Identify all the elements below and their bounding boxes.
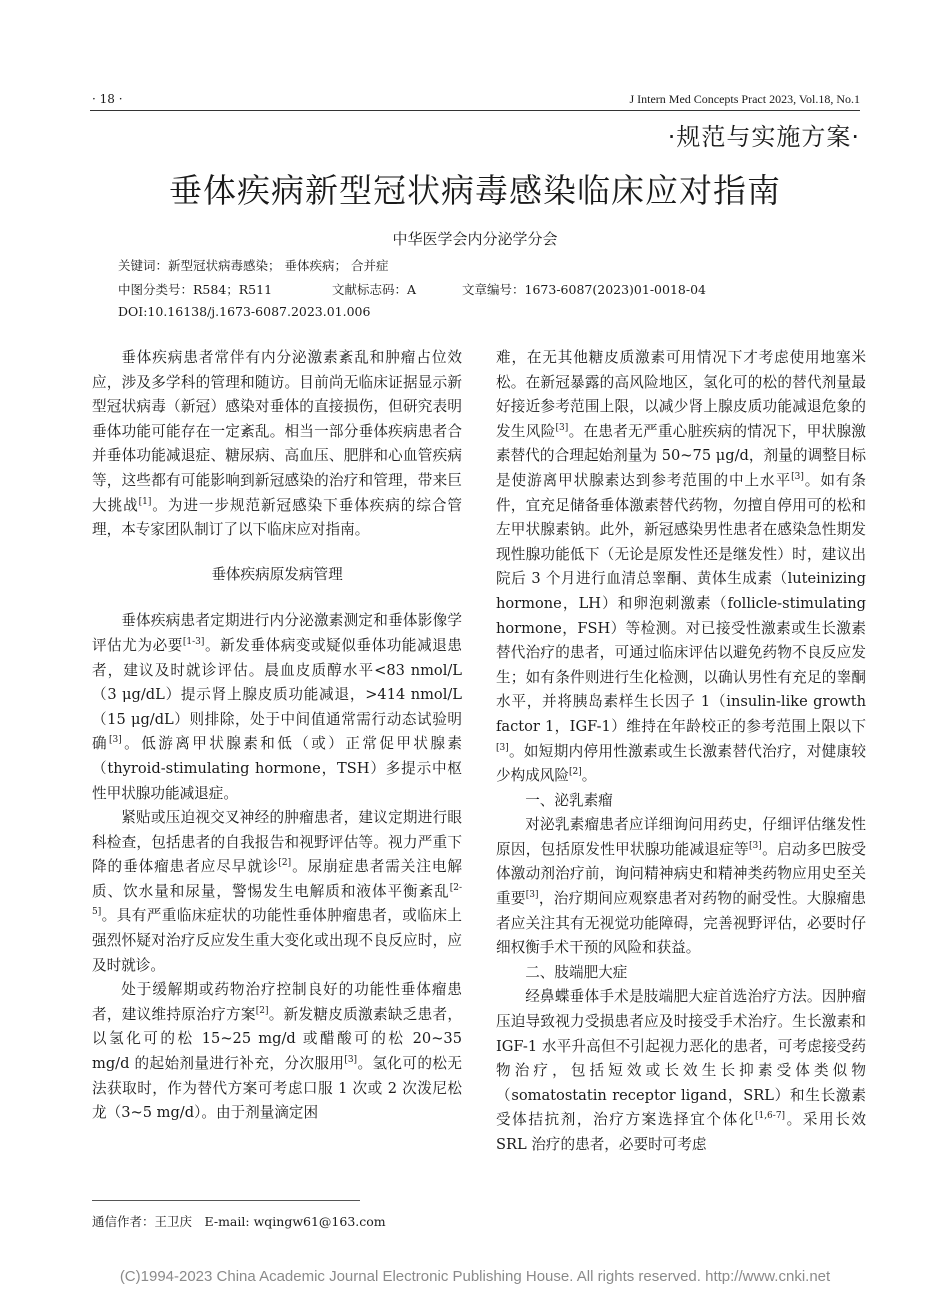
journal-citation: J Intern Med Concepts Pract 2023, Vol.18, No.1: [629, 92, 860, 106]
paragraph-tumor: 紧贴或压迫视交叉神经的肿瘤患者，建议定期进行眼科检查，包括患者的自我报告和视野评估等。视力严重下降的垂体瘤患者应尽早就诊[2]。尿崩症患者需关注电解质、饮水量和尿量，警惕发生电解质和液体平衡紊乱[2-5]。具有严重临床症状的功能性垂体肿瘤患者，或临床上强烈怀疑对治疗反应发生重大变化或出现不良反应时，应及时就诊。: [92, 809, 462, 974]
clc-number: 中图分类号：R584；R511: [118, 282, 273, 297]
paragraph-acromegaly: 经鼻蝶垂体手术是肢端肥大症首选治疗方法。因肿瘤压迫导致视力受损患者应及时接受手术治疗。生长激素和 IGF-1 水平升高但不引起视力恶化的患者，可考虑接受药物治疗，包括短效或长效生长抑素受体类似物（somatostatin receptor ligand，SRL）和生长激素受体拮抗剂，治疗方案选择宜个体化[1,6-7]。采用长效 SRL 治疗的患者，必要时可考虑: [496, 988, 866, 1153]
article-number: 文章编号：1673-6087(2023)01-0018-04: [462, 282, 706, 297]
footnote-rule: [92, 1200, 360, 1201]
paragraph-hormone-replacement: 难，在无其他糖皮质激素可用情况下才考虑使用地塞米松。在新冠暴露的高风险地区，氢化可的松的替代剂量最好接近参考范围上限，以减少肾上腺皮质功能减退危象的发生风险[3]。在患者无严重心脏疾病的情况下，甲状腺激素替代的合理起始剂量为 50~75 μg/d，剂量的调整目标是使游离甲状腺素达到参考范围的中上水平[3]。如有条件，宜充足储备垂体激素替代药物，勿擅自停用可的松和左甲状腺素钠。此外，新冠感染男性患者在感染急性期发现性腺功能低下（无论是原发性还是继发性）时，建议出院后 3 个月进行血清总睾酮、黄体生成素（luteinizing hormone，LH）和卵泡刺激素（follicle-stimulating hormone，FSH）等检测。对已接受性激素或生长激素替代治疗的患者，可通过临床评估以避免药物不良反应发生；如有条件则进行生化检测，以确认男性有充足的睾酮水平，并将胰岛素样生长因子 1（insulin-like growth factor 1，IGF-1）维持在年龄校正的参考范围上限以下[3]。如短期内停用性激素或生长激素替代治疗，对健康较少构成风险[2]。: [496, 349, 866, 785]
article-title: 垂体疾病新型冠状病毒感染临床应对指南: [169, 171, 781, 210]
paragraph-assessment: 垂体疾病患者定期进行内分泌激素测定和垂体影像学评估尤为必要[1-3]。新发垂体病变或疑似垂体功能减退患者，建议及时就诊评估。晨血皮质醇水平<83 nmol/L（3 μg/dL）提示肾上腺皮质功能减退，>414 nmol/L（15 μg/dL）则排除，处于中间值通常需行动态试验明确[3]。低游离甲状腺素和低（或）正常促甲状腺素（thyroid-stimulating hormone，TSH）多提示中枢性甲状腺功能减退症。: [92, 612, 462, 802]
right-column: [496, 346, 866, 1158]
author-affiliation: 中华医学会内分泌学分会: [392, 230, 558, 248]
corresponding-author: 通信作者：王卫庆 E-mail: wqingw61@163.com: [92, 1214, 386, 1229]
page-number: · 18 ·: [92, 92, 123, 106]
subsection-prolactinoma: 一、泌乳素瘤: [525, 791, 613, 809]
left-column: [92, 346, 462, 1126]
document-code: 文献标志码：A: [332, 282, 417, 297]
header-rule: [90, 110, 860, 111]
paragraph-prolactinoma: 对泌乳素瘤患者应详细询问用药史，仔细评估继发性原因，包括原发性甲状腺功能减退症等[3]。启动多巴胺受体激动剂治疗前，询问精神病史和精神类药物应用史至关重要[3]，治疗期间应观察患者对药物的耐受性。大腺瘤患者应关注其有无视觉功能障碍，完善视野评估，必要时仔细权衡手术干预的风险和获益。: [496, 816, 866, 957]
column-tag: ·规范与实施方案·: [667, 123, 860, 151]
classification-line: [118, 280, 706, 298]
section-title: 垂体疾病原发病管理: [211, 565, 343, 583]
intro-paragraph: 垂体疾病患者常伴有内分泌激素紊乱和肿瘤占位效应，涉及多学科的管理和随访。目前尚无临床证据显示新型冠状病毒（新冠）感染对垂体的直接损伤，但研究表明垂体功能可能存在一定紊乱。相当一部分垂体疾病患者合并垂体功能减退症、糖尿病、高血压、肥胖和心血管疾病等，这些都有可能影响到新冠感染的治疗和管理，带来巨大挑战[1]。为进一步规范新冠感染下垂体疾病的综合管理，本专家团队制订了以下临床应对指南。: [92, 349, 462, 539]
paragraph-treatment: 处于缓解期或药物治疗控制良好的功能性垂体瘤患者，建议维持原治疗方案[2]。新发糖皮质激素缺乏患者，以氢化可的松 15~25 mg/d 或醋酸可的松 20~35 mg/d 的起始剂量进行补充，分次服用[3]。氢化可的松无法获取时，作为替代方案可考虑口服 1 次或 2 次泼尼松龙（3~5 mg/d）。由于剂量滴定困: [92, 981, 462, 1122]
copyright-watermark: (C)1994-2023 China Academic Journal Electronic Publishing House. All rights reserved. http://www.cnki.net: [119, 1268, 831, 1285]
doi: DOI:10.16138/j.1673-6087.2023.01.006: [118, 304, 371, 319]
keywords: 关键词：新型冠状病毒感染； 垂体疾病； 合并症: [118, 258, 389, 273]
subsection-acromegaly: 二、肢端肥大症: [525, 963, 628, 981]
